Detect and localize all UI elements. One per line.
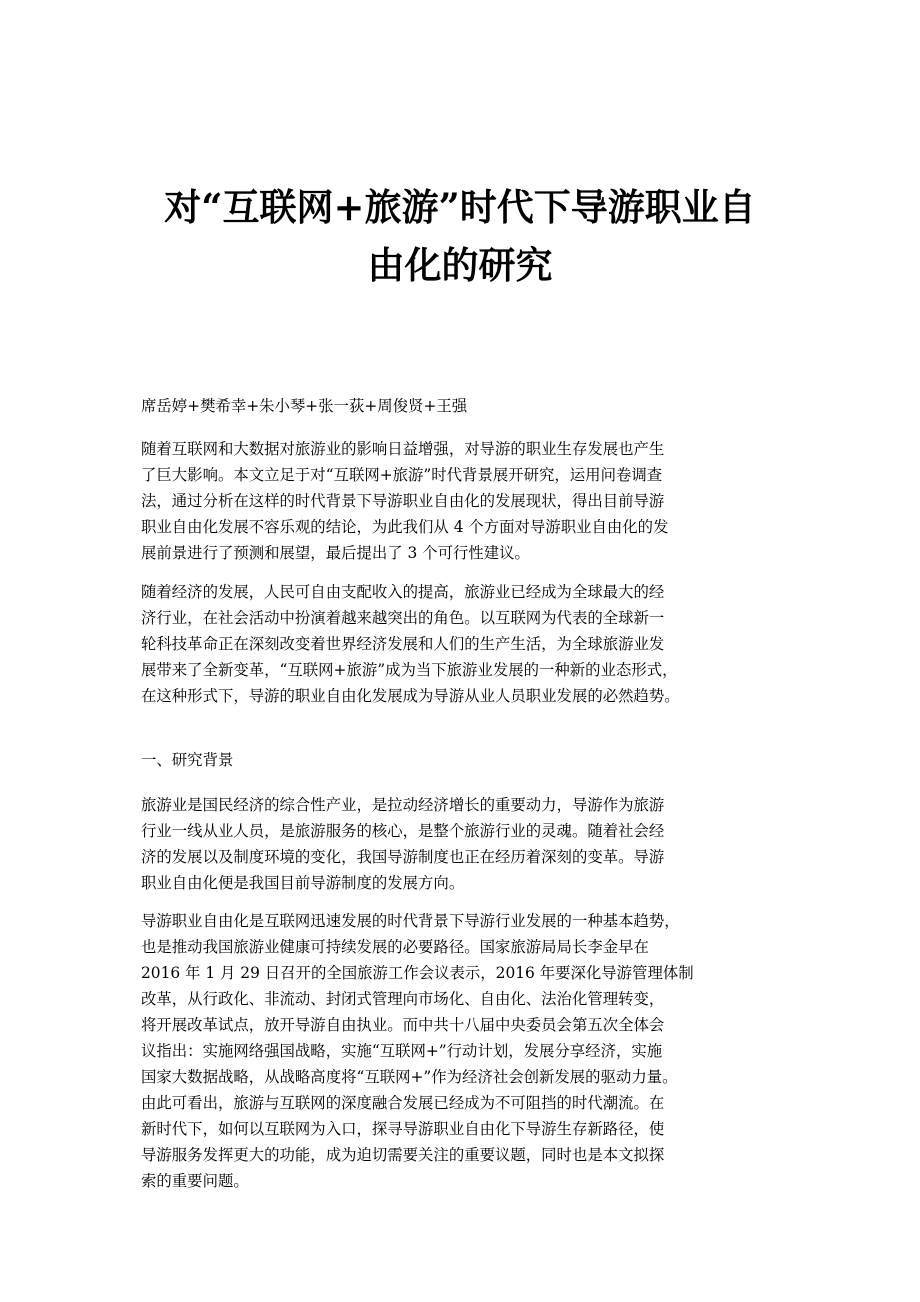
paragraph-line: 新时代下，如何以互联网为入口，探寻导游职业自由化下导游生存新路径，使 <box>141 1120 665 1138</box>
abstract-line: 了巨大影响。本文立足于对“互联网+旅游”时代背景展开研究，运用问卷调查 <box>141 466 663 484</box>
background-paragraph-2 <box>141 908 801 1194</box>
paragraph-line: 由此可看出，旅游与互联网的深度融合发展已经成为不可阻挡的时代潮流。在 <box>141 1094 665 1112</box>
intro-line: 轮科技革命正在深刻改变着世界经济发展和人们的生产生活，为全球旅游业发 <box>141 635 665 653</box>
intro-paragraph <box>141 579 801 709</box>
abstract-line: 职业自由化发展不容乐观的结论，为此我们从 4 个方面对导游职业自由化的发 <box>141 518 669 536</box>
abstract-line: 随着互联网和大数据对旅游业的影响日益增强，对导游的职业生存发展也产生 <box>141 440 665 458</box>
paragraph-line: 2016 年 1 月 29 日召开的全国旅游工作会议表示，2016 年要深化导游管理体制 <box>141 964 694 982</box>
paragraph-line: 也是推动我国旅游业健康可持续发展的必要路径。国家旅游局局长李金早在 <box>141 938 649 956</box>
intro-line: 在这种形式下，导游的职业自由化发展成为导游从业人员职业发展的必然趋势。 <box>141 687 680 705</box>
paragraph-line: 议指出：实施网络强国战略，实施“互联网+”行动计划，发展分享经济，实施 <box>141 1042 663 1060</box>
abstract-line: 展前景进行了预测和展望，最后提出了 3 个可行性建议。 <box>141 544 530 562</box>
paragraph-line: 改革，从行政化、非流动、封闭式管理向市场化、自由化、法治化管理转变， <box>141 990 665 1008</box>
paragraph-line: 将开展改革试点，放开导游自由执业。而中共十八届中央委员会第五次全体会 <box>141 1016 665 1034</box>
intro-line: 展带来了全新变革，“互联网+旅游”成为当下旅游业发展的一种新的业态形式， <box>141 661 678 679</box>
intro-line: 济行业，在社会活动中扮演着越来越突出的角色。以互联网为代表的全球新一 <box>141 609 665 627</box>
paragraph-line: 职业自由化便是我国目前导游制度的发展方向。 <box>141 874 465 892</box>
title-line-2: 由化的研究 <box>367 243 553 287</box>
document-title <box>100 178 820 294</box>
intro-line: 随着经济的发展，人民可自由支配收入的提高，旅游业已经成为全球最大的经 <box>141 583 665 601</box>
paragraph-line: 导游职业自由化是互联网迅速发展的时代背景下导游行业发展的一种基本趋势， <box>141 912 680 930</box>
paragraph-line: 济的发展以及制度环境的变化，我国导游制度也正在经历着深刻的变革。导游 <box>141 848 665 866</box>
abstract-line: 法，通过分析在这样的时代背景下导游职业自由化的发展现状，得出目前导游 <box>141 492 665 510</box>
abstract-paragraph <box>141 436 801 566</box>
authors-line: 席岳婷+樊希幸+朱小琴+张一荻+周俊贤+王强 <box>141 397 468 415</box>
section-heading: 一、研究背景 <box>141 751 234 769</box>
paragraph-line: 行业一线从业人员，是旅游服务的核心，是整个旅游行业的灵魂。随着社会经 <box>141 822 665 840</box>
paragraph-line: 索的重要问题。 <box>141 1172 249 1190</box>
background-paragraph-1 <box>141 792 801 896</box>
paragraph-line: 导游服务发挥更大的功能，成为迫切需要关注的重要议题，同时也是本文拟探 <box>141 1146 665 1164</box>
paragraph-line: 国家大数据战略，从战略高度将“互联网+”作为经济社会创新发展的驱动力量。 <box>141 1068 678 1086</box>
paragraph-line: 旅游业是国民经济的综合性产业，是拉动经济增长的重要动力，导游作为旅游 <box>141 796 665 814</box>
title-line-1: 对“互联网+旅游”时代下导游职业自 <box>164 185 756 229</box>
